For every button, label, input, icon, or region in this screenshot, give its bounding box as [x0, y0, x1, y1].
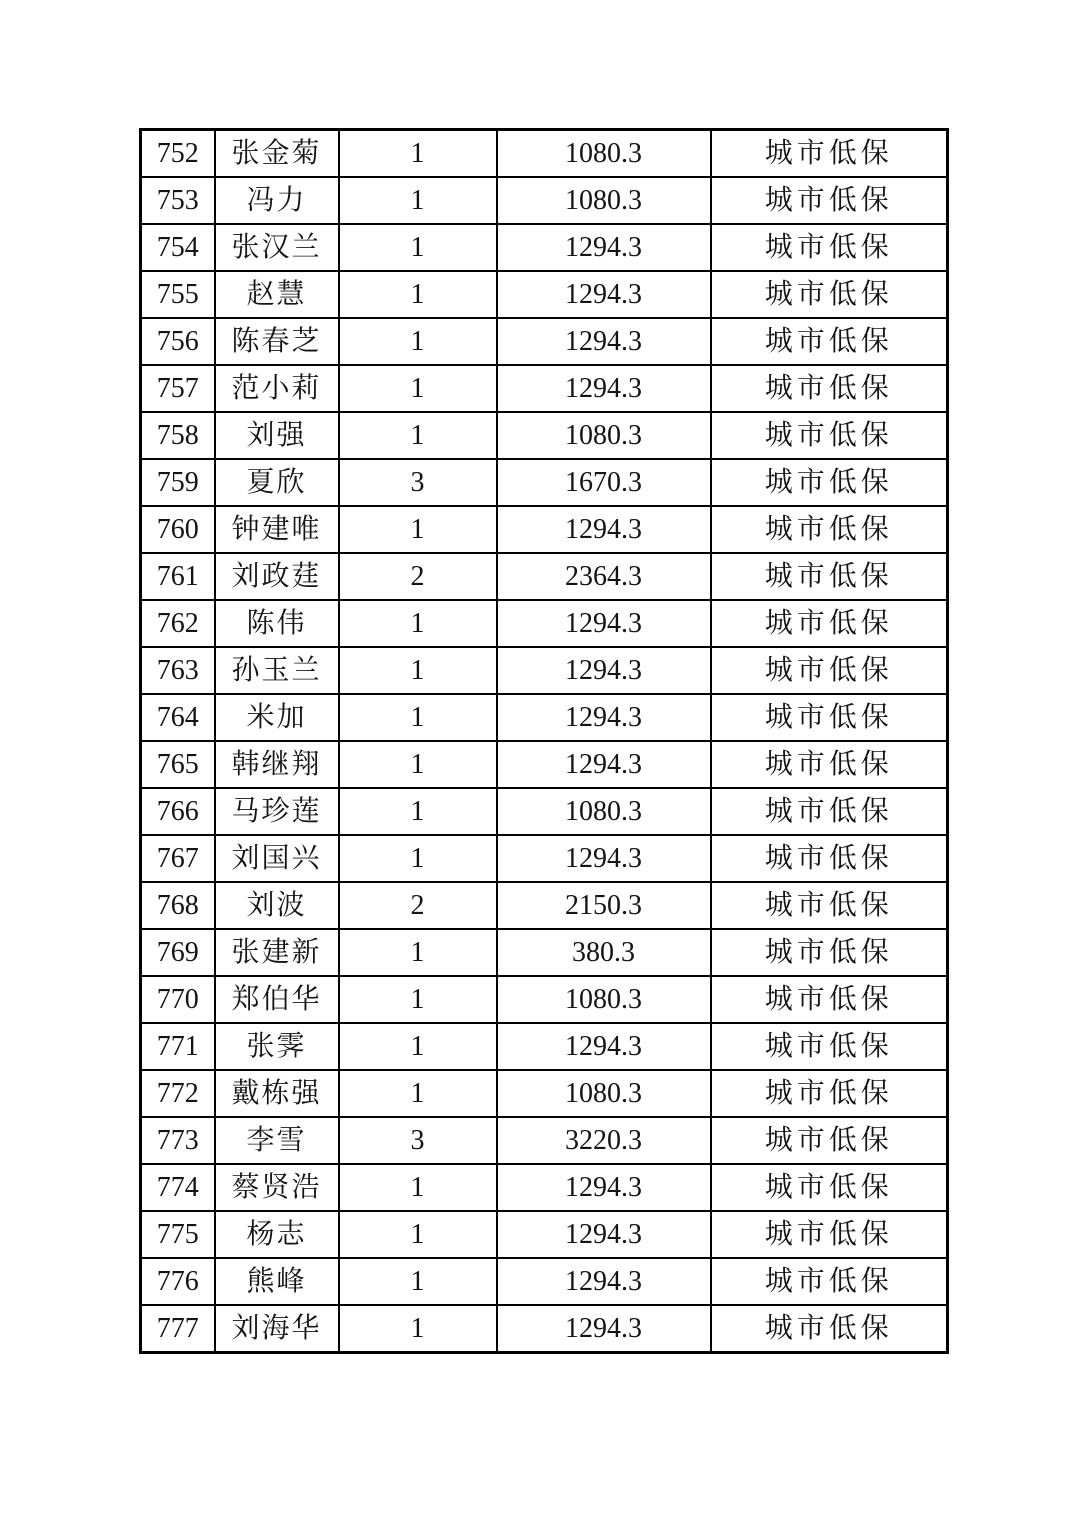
category-cell: 城市低保 [711, 412, 948, 459]
table-row [141, 553, 948, 600]
row-index-cell: 764 [141, 694, 215, 741]
headcount-cell: 2 [339, 882, 497, 929]
headcount-cell: 1 [339, 1211, 497, 1258]
headcount-cell: 1 [339, 1164, 497, 1211]
table-row [141, 1070, 948, 1117]
row-index-cell: 758 [141, 412, 215, 459]
category-cell: 城市低保 [711, 1117, 948, 1164]
table-row [141, 1305, 948, 1353]
table-row [141, 318, 948, 365]
headcount-cell: 1 [339, 976, 497, 1023]
row-index-cell: 754 [141, 224, 215, 271]
amount-cell: 1080.3 [497, 130, 711, 178]
person-name-cell: 陈春芝 [215, 318, 339, 365]
amount-cell: 1294.3 [497, 1164, 711, 1211]
table-row [141, 365, 948, 412]
person-name-cell: 蔡贤浩 [215, 1164, 339, 1211]
person-name-cell: 郑伯华 [215, 976, 339, 1023]
person-name-cell: 杨志 [215, 1211, 339, 1258]
row-index-cell: 776 [141, 1258, 215, 1305]
category-cell: 城市低保 [711, 1211, 948, 1258]
row-index-cell: 757 [141, 365, 215, 412]
amount-cell: 1294.3 [497, 600, 711, 647]
amount-cell: 1294.3 [497, 365, 711, 412]
headcount-cell: 1 [339, 741, 497, 788]
headcount-cell: 1 [339, 647, 497, 694]
amount-cell: 1294.3 [497, 1305, 711, 1353]
headcount-cell: 1 [339, 271, 497, 318]
amount-cell: 1294.3 [497, 1023, 711, 1070]
amount-cell: 1080.3 [497, 976, 711, 1023]
person-name-cell: 张金菊 [215, 130, 339, 178]
category-cell: 城市低保 [711, 1305, 948, 1353]
row-index-cell: 766 [141, 788, 215, 835]
person-name-cell: 赵慧 [215, 271, 339, 318]
headcount-cell: 1 [339, 694, 497, 741]
table-row [141, 224, 948, 271]
person-name-cell: 熊峰 [215, 1258, 339, 1305]
category-cell: 城市低保 [711, 1164, 948, 1211]
amount-cell: 1294.3 [497, 835, 711, 882]
table-row [141, 459, 948, 506]
headcount-cell: 1 [339, 600, 497, 647]
amount-cell: 1294.3 [497, 506, 711, 553]
category-cell: 城市低保 [711, 788, 948, 835]
person-name-cell: 刘海华 [215, 1305, 339, 1353]
table-row [141, 412, 948, 459]
table-row [141, 506, 948, 553]
headcount-cell: 3 [339, 459, 497, 506]
table-row [141, 976, 948, 1023]
category-cell: 城市低保 [711, 600, 948, 647]
category-cell: 城市低保 [711, 130, 948, 178]
category-cell: 城市低保 [711, 929, 948, 976]
amount-cell: 1294.3 [497, 1211, 711, 1258]
row-index-cell: 763 [141, 647, 215, 694]
category-cell: 城市低保 [711, 694, 948, 741]
table-row [141, 788, 948, 835]
person-name-cell: 戴栋强 [215, 1070, 339, 1117]
row-index-cell: 752 [141, 130, 215, 178]
row-index-cell: 759 [141, 459, 215, 506]
headcount-cell: 1 [339, 1305, 497, 1353]
category-cell: 城市低保 [711, 271, 948, 318]
row-index-cell: 770 [141, 976, 215, 1023]
amount-cell: 1294.3 [497, 318, 711, 365]
person-name-cell: 刘波 [215, 882, 339, 929]
amount-cell: 1080.3 [497, 177, 711, 224]
table-row [141, 1258, 948, 1305]
amount-cell: 380.3 [497, 929, 711, 976]
table-row [141, 929, 948, 976]
row-index-cell: 760 [141, 506, 215, 553]
category-cell: 城市低保 [711, 882, 948, 929]
person-name-cell: 刘国兴 [215, 835, 339, 882]
headcount-cell: 1 [339, 318, 497, 365]
person-name-cell: 张建新 [215, 929, 339, 976]
row-index-cell: 753 [141, 177, 215, 224]
person-name-cell: 马珍莲 [215, 788, 339, 835]
person-name-cell: 孙玉兰 [215, 647, 339, 694]
amount-cell: 1294.3 [497, 271, 711, 318]
headcount-cell: 1 [339, 1258, 497, 1305]
headcount-cell: 1 [339, 929, 497, 976]
row-index-cell: 762 [141, 600, 215, 647]
amount-cell: 2150.3 [497, 882, 711, 929]
row-index-cell: 777 [141, 1305, 215, 1353]
headcount-cell: 1 [339, 506, 497, 553]
row-index-cell: 773 [141, 1117, 215, 1164]
table-row [141, 177, 948, 224]
table-body [141, 130, 948, 1353]
amount-cell: 3220.3 [497, 1117, 711, 1164]
row-index-cell: 768 [141, 882, 215, 929]
welfare-roster-table [139, 128, 949, 1354]
headcount-cell: 1 [339, 1070, 497, 1117]
category-cell: 城市低保 [711, 1023, 948, 1070]
person-name-cell: 夏欣 [215, 459, 339, 506]
person-name-cell: 陈伟 [215, 600, 339, 647]
person-name-cell: 冯力 [215, 177, 339, 224]
person-name-cell: 韩继翔 [215, 741, 339, 788]
table-row [141, 741, 948, 788]
category-cell: 城市低保 [711, 1070, 948, 1117]
category-cell: 城市低保 [711, 976, 948, 1023]
table-row [141, 271, 948, 318]
table-row [141, 1023, 948, 1070]
table-row [141, 130, 948, 178]
headcount-cell: 1 [339, 177, 497, 224]
headcount-cell: 1 [339, 412, 497, 459]
category-cell: 城市低保 [711, 506, 948, 553]
category-cell: 城市低保 [711, 365, 948, 412]
row-index-cell: 755 [141, 271, 215, 318]
headcount-cell: 2 [339, 553, 497, 600]
row-index-cell: 772 [141, 1070, 215, 1117]
headcount-cell: 1 [339, 788, 497, 835]
row-index-cell: 774 [141, 1164, 215, 1211]
table-row [141, 835, 948, 882]
headcount-cell: 1 [339, 224, 497, 271]
category-cell: 城市低保 [711, 553, 948, 600]
headcount-cell: 1 [339, 130, 497, 178]
category-cell: 城市低保 [711, 459, 948, 506]
amount-cell: 1294.3 [497, 741, 711, 788]
row-index-cell: 761 [141, 553, 215, 600]
person-name-cell: 钟建唯 [215, 506, 339, 553]
person-name-cell: 李雪 [215, 1117, 339, 1164]
table-row [141, 1211, 948, 1258]
person-name-cell: 张汉兰 [215, 224, 339, 271]
amount-cell: 1294.3 [497, 224, 711, 271]
amount-cell: 1670.3 [497, 459, 711, 506]
table-row [141, 694, 948, 741]
amount-cell: 1294.3 [497, 647, 711, 694]
category-cell: 城市低保 [711, 177, 948, 224]
table-row [141, 882, 948, 929]
category-cell: 城市低保 [711, 647, 948, 694]
amount-cell: 1080.3 [497, 412, 711, 459]
table-row [141, 647, 948, 694]
amount-cell: 1294.3 [497, 694, 711, 741]
table-row [141, 1117, 948, 1164]
table-row [141, 600, 948, 647]
row-index-cell: 765 [141, 741, 215, 788]
category-cell: 城市低保 [711, 224, 948, 271]
person-name-cell: 范小莉 [215, 365, 339, 412]
headcount-cell: 3 [339, 1117, 497, 1164]
category-cell: 城市低保 [711, 318, 948, 365]
person-name-cell: 刘政莛 [215, 553, 339, 600]
category-cell: 城市低保 [711, 1258, 948, 1305]
headcount-cell: 1 [339, 835, 497, 882]
amount-cell: 2364.3 [497, 553, 711, 600]
row-index-cell: 756 [141, 318, 215, 365]
table-row [141, 1164, 948, 1211]
row-index-cell: 771 [141, 1023, 215, 1070]
amount-cell: 1294.3 [497, 1258, 711, 1305]
row-index-cell: 767 [141, 835, 215, 882]
amount-cell: 1080.3 [497, 1070, 711, 1117]
person-name-cell: 刘强 [215, 412, 339, 459]
category-cell: 城市低保 [711, 741, 948, 788]
category-cell: 城市低保 [711, 835, 948, 882]
amount-cell: 1080.3 [497, 788, 711, 835]
row-index-cell: 775 [141, 1211, 215, 1258]
row-index-cell: 769 [141, 929, 215, 976]
person-name-cell: 米加 [215, 694, 339, 741]
person-name-cell: 张霁 [215, 1023, 339, 1070]
headcount-cell: 1 [339, 365, 497, 412]
headcount-cell: 1 [339, 1023, 497, 1070]
